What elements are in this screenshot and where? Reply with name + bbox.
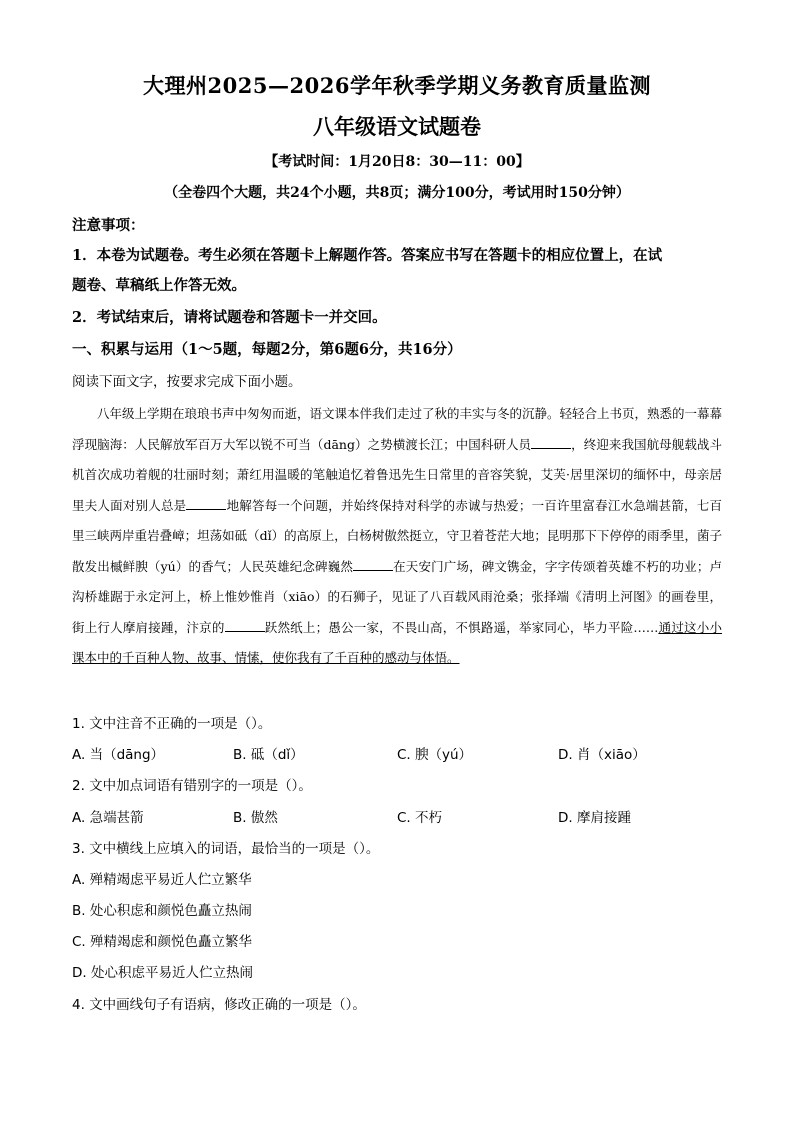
question-3-option-c: C. 殚精竭虑和颜悦色矗立繁华	[72, 934, 253, 950]
option-a: A. 急端甚箭	[72, 810, 144, 826]
option-b: B. 砥（dǐ）	[233, 747, 304, 763]
exam-title: 大理州2025—2026学年秋季学期义务教育质量监测	[143, 73, 651, 98]
underlined-sentence: 通过这小小课本中的千百种人物、故事、情愫，使你我有了千百种的感动与体悟。	[72, 619, 722, 665]
notes-heading: 注意事项：	[72, 217, 145, 234]
question-1-stem: 1. 文中注音不正确的一项是（）。	[72, 716, 272, 732]
reading-passage	[72, 399, 722, 674]
option-d: D. 摩肩接踵	[558, 810, 631, 826]
passage-segment: ，终迎来我国航母舰载战斗机首次成功着舰的壮丽时刻；萧红用温暖的笔触追忆着鲁迅先生日常里的音容笑貌，艾芙·居里深切的缅怀中，母亲居里夫人面对别人总是	[72, 436, 722, 513]
option-b: B. 傲然	[233, 810, 278, 826]
exam-subtitle: 八年级语文试题卷	[313, 114, 481, 139]
notes-item-2: 2．考试结束后，请将试题卷和答题卡一并交回。	[72, 309, 387, 326]
question-4-stem: 4. 文中画线句子有语病，修改正确的一项是（）。	[72, 997, 366, 1013]
exam-info: （全卷四个大题，共24个小题，共8页；满分100分，考试用时150分钟）	[164, 185, 630, 201]
section-1-instruction: 阅读下面文字，按要求完成下面小题。	[72, 374, 302, 390]
notes-item-1-line-1: 1．本卷为试题卷。考生必须在答题卡上解题作答。答案应书写在答题卡的相应位置上，在试	[72, 247, 663, 264]
passage-segment: 八年级上学期在琅琅书声中匆匆而逝，语文课本伴我们走过了秋的丰实与冬的沉静。轻轻合上书页，熟悉的一幕幕浮现脑海：人民解放军百万大军以锐不可当（dāng）之势横渡长江；中国科研人员	[72, 406, 723, 452]
exam-time: 【考试时间：1月20日8：30—11：00】	[264, 154, 530, 170]
question-3-option-b: B. 处心积虑和颜悦色矗立热闹	[72, 903, 252, 919]
question-3-option-a: A. 殚精竭虑平易近人伫立繁华	[72, 872, 252, 888]
option-c: C. 不朽	[397, 810, 443, 826]
fill-blank	[531, 436, 571, 449]
question-3-stem: 3. 文中横线上应填入的词语，最恰当的一项是（）。	[72, 841, 380, 857]
option-c: C. 腴（yú）	[397, 747, 473, 763]
fill-blank	[353, 558, 393, 571]
notes-item-1-line-2: 题卷、草稿纸上作答无效。	[72, 277, 246, 294]
passage-segment: 地解答每一个问题，并始终保持对科学的赤诚与热爱；一百许里富春江水急端甚箭，七百里三峡两岸重岩叠嶂；坦荡如砥（dǐ）的高原上，白杨树傲然挺立，守卫着苍茫大地；昆明那下下停停的雨季里，菌子散发出槭鲜腴（yú）的香气；人民英雄纪念碑巍然	[72, 497, 722, 574]
question-2-stem: 2. 文中加点词语有错别字的一项是（）。	[72, 778, 312, 794]
fill-blank	[225, 619, 265, 632]
passage-segment: 跃然纸上；愚公一家，不畏山高，不惧路遥，举家同心，毕力平险……	[264, 619, 659, 635]
option-d: D. 肖（xiāo）	[558, 747, 646, 763]
question-3-option-d: D. 处心积虑平易近人伫立热闹	[72, 965, 253, 981]
section-1-heading: 一、积累与运用（1～5题，每题2分，第6题6分，共16分）	[72, 341, 462, 358]
passage-segment: 在天安门广场，碑文镌金，字字传颂着英雄不朽的功业；卢沟桥雄踞于永定河上，桥上惟妙惟肖（xiāo）的石狮子，见证了八百载风雨沧桑；张择端《清明上河图》的画卷里，街上行人摩肩接踵，汴京的	[72, 558, 722, 635]
option-a: A. 当（dāng）	[72, 747, 165, 763]
fill-blank	[186, 497, 226, 510]
